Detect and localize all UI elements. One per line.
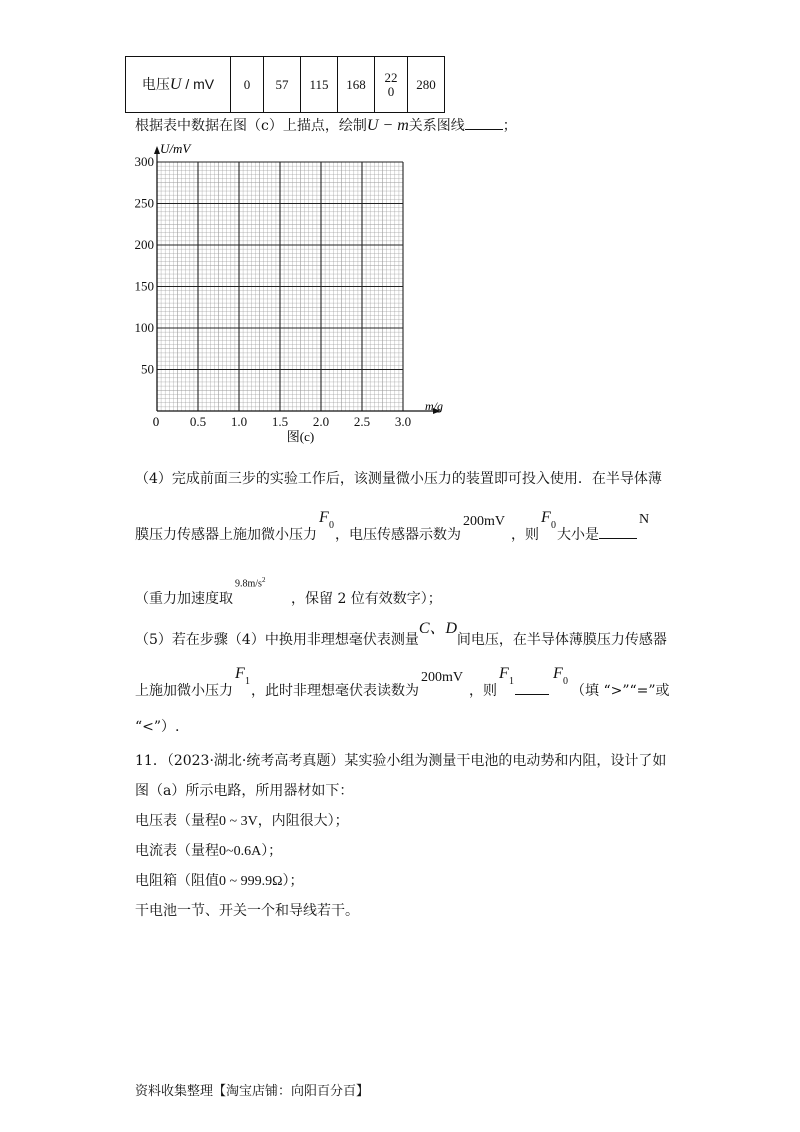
symbol-f0: F — [553, 665, 563, 682]
y-tick-label: 200 — [134, 237, 154, 252]
table-cell: 115 — [301, 57, 338, 113]
voltage-table — [125, 56, 445, 113]
q11-line3 — [135, 812, 349, 831]
table-cell: 57 — [264, 57, 301, 113]
header-variable: U — [169, 76, 182, 93]
q4-text: ，则 — [511, 527, 539, 543]
q5-text: （5）若在步骤（4）中换用非理想毫伏表测量 — [135, 632, 419, 648]
q4-line1: （4）完成前面三步的实验工作后，该测量微小压力的装置即可投入使用．在半导体薄 — [135, 471, 662, 487]
y-tick-label: 100 — [134, 320, 154, 335]
origin-label: 0 — [152, 414, 160, 429]
q4-text: 膜压力传感器上施加微小压力 — [135, 527, 317, 543]
q4-text: 大小是 — [557, 527, 599, 543]
footer-text: 资料收集整理【淘宝店铺：向阳百分百】 — [135, 1084, 370, 1099]
q5-text: ，则 — [469, 683, 497, 699]
table-cell: 168 — [338, 57, 375, 113]
q11-text: 电压表（量程 — [135, 813, 219, 829]
q5-line2 — [135, 665, 670, 700]
q11-text: 电阻箱（阻值 — [135, 873, 219, 889]
x-tick-label: 2.5 — [353, 414, 371, 429]
q5-line3: “<”）. — [135, 719, 180, 735]
table-header-cell — [126, 57, 231, 113]
graph-c — [120, 140, 460, 445]
symbol-f1: F — [499, 665, 509, 682]
x-tick-label: 2.0 — [312, 414, 330, 429]
q4-text: ，保留 2 位有效数字）； — [291, 591, 442, 607]
q11-line2: 图（a）所示电路，所用器材如下： — [135, 783, 354, 799]
symbol-f0: F — [541, 509, 551, 526]
q11-line1: 11．（2023·湖北·统考高考真题）某实验小组为测量干电池的电动势和内阻，设计了如 — [135, 753, 667, 769]
table-cell: 280 — [408, 57, 445, 113]
voltage-value: 200mV — [463, 514, 505, 529]
q5-text: （填 “>”“=”或 — [571, 683, 670, 699]
points-cd: C、D — [418, 620, 458, 637]
resistance-range: 0 ~ 999.9Ω — [219, 874, 283, 889]
header-unit: / mV — [181, 76, 215, 92]
unit-n: N — [639, 512, 650, 527]
y-axis-label: U/mV — [160, 141, 191, 156]
header-label: 电压 — [141, 77, 170, 93]
q11-text: ）； — [261, 843, 283, 859]
ammeter-range: 0~0.6A — [219, 844, 262, 859]
cell-line: 0 — [387, 83, 395, 99]
q11-text: ）； — [282, 873, 304, 889]
q4-line2 — [135, 509, 651, 544]
answer-blank[interactable] — [599, 538, 637, 539]
intro-text: 根据表中数据在图（c）上描点，绘制 — [135, 118, 367, 134]
intro-math: U − m — [366, 117, 409, 134]
q11-line5 — [135, 872, 303, 891]
x-tick-label: 1.5 — [271, 414, 289, 429]
q4-line3 — [135, 576, 442, 608]
table-row — [126, 57, 445, 113]
table-cell — [375, 57, 408, 113]
q4-text: （重力加速度取 — [135, 591, 233, 607]
q11-text: 电流表（量程 — [135, 843, 219, 859]
symbol-f0-sub: 0 — [551, 520, 556, 531]
table-cell: 0 — [231, 57, 264, 113]
x-tick-label: 3.0 — [394, 414, 412, 429]
voltmeter-range: 0 ~ 3V — [219, 814, 258, 829]
figure-caption: 图(c) — [286, 429, 315, 444]
x-tick-label: 1.0 — [230, 414, 248, 429]
y-tick-label: 50 — [141, 361, 154, 377]
q4-text: ，电压传感器示数为 — [335, 527, 461, 543]
q11-text: ，内阻很大）； — [257, 813, 349, 829]
symbol-f1-sub: 1 — [245, 676, 250, 687]
symbol-f0-sub: 0 — [563, 676, 568, 687]
x-tick-labels — [190, 414, 411, 429]
q11-line4 — [135, 842, 282, 861]
y-tick-label: 300 — [134, 154, 154, 169]
voltage-value: 200mV — [421, 670, 463, 685]
y-tick-label: 150 — [134, 278, 154, 294]
symbol-f0: F — [319, 509, 329, 526]
x-axis-label: m/g — [425, 399, 443, 413]
q5-text: ，此时非理想毫伏表读数为 — [251, 683, 419, 699]
gravity-value: $9.8m/s^2$ — [235, 576, 266, 590]
cell-line: 22 — [384, 69, 398, 85]
symbol-f1: F — [235, 665, 245, 682]
y-tick-labels — [135, 154, 155, 377]
answer-blank[interactable] — [515, 694, 549, 695]
q11-line6: 干电池一节、开关一个和导线若干。 — [135, 903, 359, 919]
answer-blank[interactable] — [465, 129, 503, 130]
intro-end: ； — [502, 118, 517, 134]
symbol-f0-sub: 0 — [329, 520, 334, 531]
q5-line1 — [135, 620, 667, 649]
intro-text-after: 关系图线 — [408, 118, 465, 134]
y-tick-label: 250 — [134, 195, 154, 211]
x-tick-label: 0.5 — [189, 414, 207, 429]
intro-line — [135, 117, 517, 135]
q5-text: 间电压，在半导体薄膜压力传感器 — [456, 632, 667, 648]
symbol-f1-sub: 1 — [509, 676, 514, 687]
q5-text: 上施加微小压力 — [135, 683, 233, 699]
